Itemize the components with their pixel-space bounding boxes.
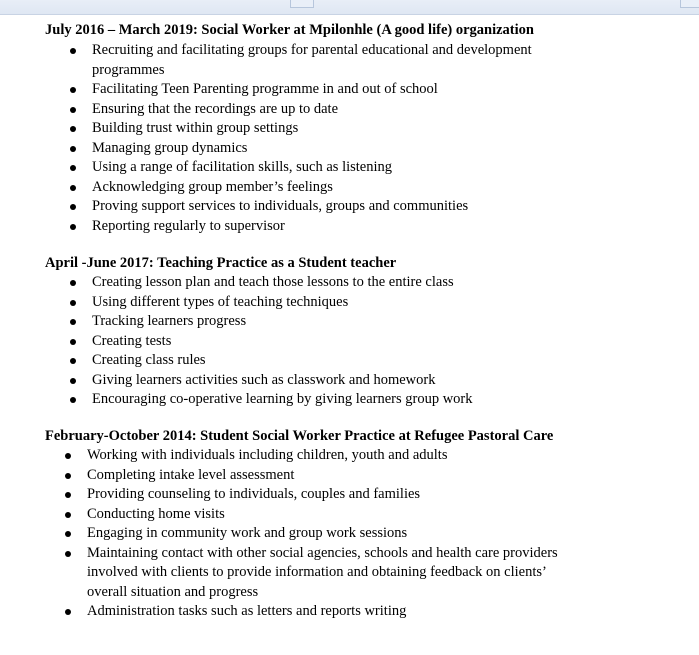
bullet-icon bbox=[70, 378, 76, 384]
bullet-icon bbox=[70, 397, 76, 403]
bullet-icon bbox=[65, 609, 71, 615]
list-item: Creating lesson plan and teach those lessons to the entire class bbox=[92, 274, 454, 290]
list-item: Recruiting and facilitating groups for parental educational and development bbox=[92, 42, 532, 58]
window-top-strip bbox=[0, 0, 699, 15]
bullet-icon bbox=[70, 48, 76, 54]
list-item: Facilitating Teen Parenting programme in and out of school bbox=[92, 81, 438, 97]
bullet-icon bbox=[65, 453, 71, 459]
list-item: programmes bbox=[92, 61, 165, 78]
list-item: Building trust within group settings bbox=[92, 120, 299, 136]
bullet-icon bbox=[70, 300, 76, 306]
bullet-icon bbox=[70, 165, 76, 171]
bullet-icon bbox=[65, 551, 71, 557]
list-item: involved with clients to provide information and obtaining feedback on clients’ bbox=[87, 564, 547, 580]
bullet-icon bbox=[70, 339, 76, 345]
bullet-icon bbox=[70, 280, 76, 286]
bullet-icon bbox=[65, 531, 71, 537]
ribbon-divider bbox=[290, 0, 314, 8]
bullet-icon bbox=[70, 319, 76, 325]
section-heading: February-October 2014: Student Social Worker Practice at Refugee Pastoral Care bbox=[45, 428, 554, 444]
list-item: Creating class rules bbox=[92, 352, 206, 368]
list-item: Completing intake level assessment bbox=[87, 466, 295, 483]
bullet-icon bbox=[70, 87, 76, 93]
list-item: overall situation and progress bbox=[87, 583, 259, 600]
section-heading: April -June 2017: Teaching Practice as a Student teacher bbox=[45, 255, 397, 271]
list-item: Managing group dynamics bbox=[92, 139, 248, 156]
list-item: Tracking learners progress bbox=[92, 313, 247, 329]
bullet-icon bbox=[70, 126, 76, 132]
list-item: Proving support services to individuals, groups and communities bbox=[92, 198, 469, 214]
bullet-icon bbox=[70, 358, 76, 364]
bullet-icon bbox=[70, 107, 76, 113]
list-item: Reporting regularly to supervisor bbox=[92, 217, 285, 234]
list-item: Providing counseling to individuals, couples and families bbox=[87, 486, 421, 502]
bullet-icon bbox=[65, 492, 71, 498]
bullet-icon bbox=[70, 185, 76, 191]
list-item: Giving learners activities such as classwork and homework bbox=[92, 371, 436, 388]
bullet-icon bbox=[65, 473, 71, 479]
list-item: Encouraging co-operative learning by giving learners group work bbox=[92, 391, 473, 407]
list-item: Ensuring that the recordings are up to date bbox=[92, 100, 339, 117]
list-item: Engaging in community work and group work sessions bbox=[87, 525, 408, 541]
bullet-icon bbox=[70, 146, 76, 152]
ribbon-divider bbox=[680, 0, 699, 8]
list-item: Administration tasks such as letters and reports writing bbox=[87, 603, 407, 619]
section-heading: July 2016 – March 2019: Social Worker at Mpilonhle (A good life) organization bbox=[45, 22, 534, 38]
list-item: Using different types of teaching techniques bbox=[92, 293, 349, 310]
list-item: Creating tests bbox=[92, 332, 172, 349]
list-item: Using a range of facilitation skills, such as listening bbox=[92, 159, 393, 175]
list-item: Acknowledging group member’s feelings bbox=[92, 178, 333, 195]
list-item: Maintaining contact with other social agencies, schools and health care providers bbox=[87, 544, 558, 561]
bullet-icon bbox=[70, 204, 76, 210]
list-item: Conducting home visits bbox=[87, 505, 225, 522]
bullet-icon bbox=[65, 512, 71, 518]
list-item: Working with individuals including children, youth and adults bbox=[87, 447, 448, 463]
bullet-icon bbox=[70, 224, 76, 230]
